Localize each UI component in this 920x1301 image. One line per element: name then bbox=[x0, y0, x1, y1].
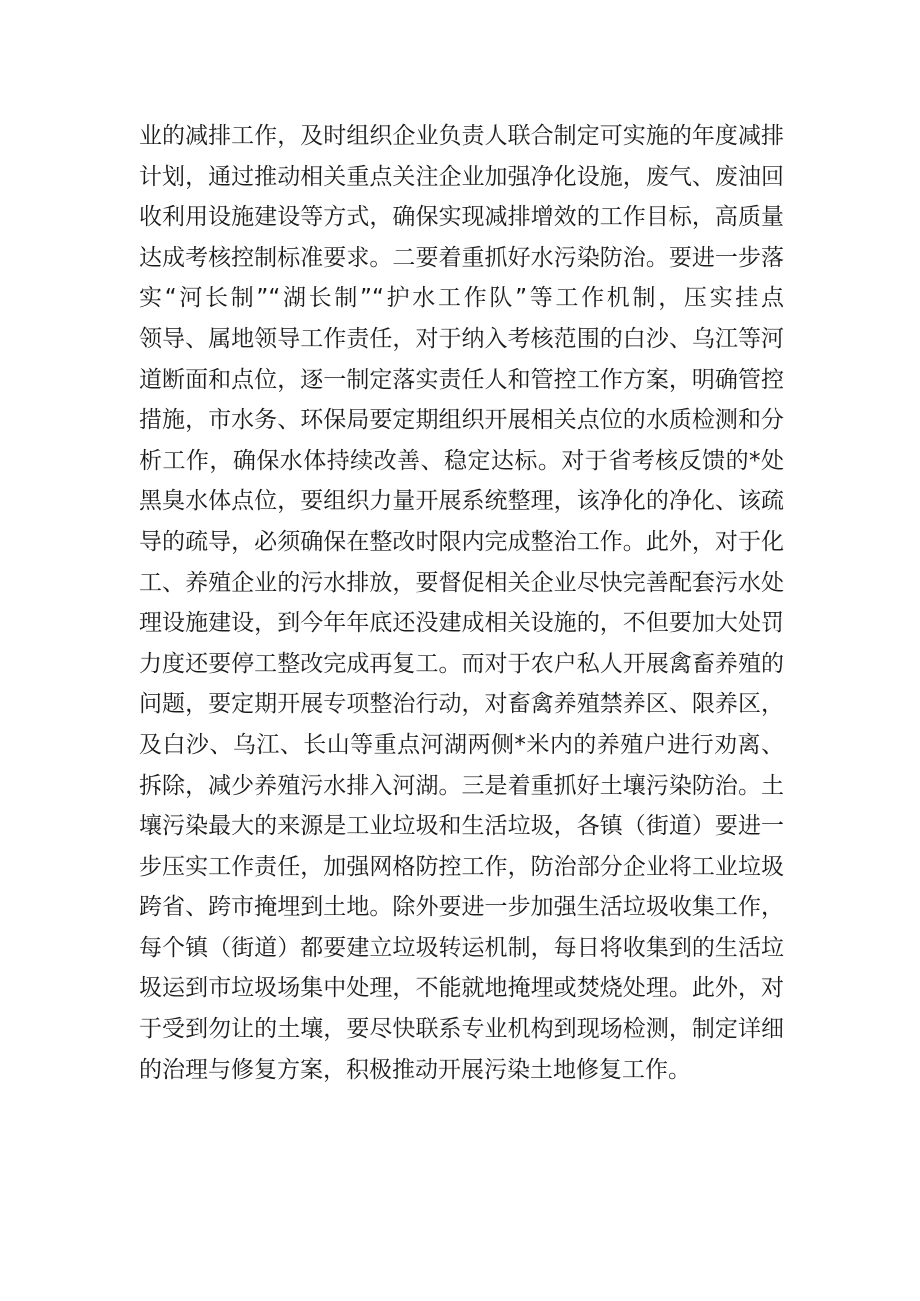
text-line: 措施，市水务、环保局要定期组织开展相关点位的水质检测和分 bbox=[139, 407, 784, 434]
text-line: 道断面和点位，逐一制定落实责任人和管控工作方案，明确管控 bbox=[139, 366, 784, 393]
text-line: 于受到勿让的土壤，要尽快联系专业机构到现场检测，制定详细 bbox=[139, 1016, 784, 1043]
body-paragraph bbox=[139, 116, 784, 1090]
text-line: 跨省、跨市掩埋到土地。除外要进一步加强生活垃圾收集工作， bbox=[139, 894, 784, 921]
text-line: 问题，要定期开展专项整治行动，对畜禽养殖禁养区、限养区， bbox=[139, 691, 784, 718]
text-line: 拆除，减少养殖污水排入河湖。三是着重抓好土壤污染防治。土 bbox=[139, 772, 784, 799]
text-line: 黑臭水体点位，要组织力量开展系统整理，该净化的净化、该疏 bbox=[139, 488, 784, 515]
text-line: 力度还要停工整改完成再复工。而对于农户私人开展禽畜养殖的 bbox=[139, 650, 784, 677]
text-line: 步压实工作责任，加强网格防控工作，防治部分企业将工业垃圾 bbox=[139, 853, 784, 880]
text-line: 每个镇（街道）都要建立垃圾转运机制，每日将收集到的生活垃 bbox=[139, 934, 784, 961]
text-line: 工、养殖企业的污水排放，要督促相关企业尽快完善配套污水处 bbox=[139, 569, 784, 596]
text-line: 计划，通过推动相关重点关注企业加强净化设施，废气、废油回 bbox=[139, 163, 784, 190]
text-line: 实“河长制”“湖长制”“护水工作队”等工作机制，压实挂点 bbox=[139, 285, 784, 312]
text-line: 析工作，确保水体持续改善、稳定达标。对于省考核反馈的*处 bbox=[139, 447, 784, 474]
text-line: 业的减排工作，及时组织企业负责人联合制定可实施的年度减排 bbox=[139, 123, 784, 149]
text-line: 的治理与修复方案，积极推动开展污染土地修复工作。 bbox=[139, 1056, 691, 1083]
text-line: 圾运到市垃圾场集中处理，不能就地掩埋或焚烧处理。此外，对 bbox=[139, 975, 784, 1002]
text-line: 及白沙、乌江、长山等重点河湖两侧*米内的养殖户进行劝离、 bbox=[139, 731, 784, 758]
text-line: 领导、属地领导工作责任，对于纳入考核范围的白沙、乌江等河 bbox=[139, 325, 784, 352]
text-line: 达成考核控制标准要求。二要着重抓好水污染防治。要进一步落 bbox=[139, 244, 784, 271]
text-line: 理设施建设，到今年年底还没建成相关设施的，不但要加大处罚 bbox=[139, 610, 784, 637]
text-line: 壤污染最大的来源是工业垃圾和生活垃圾，各镇（街道）要进一 bbox=[139, 813, 784, 840]
text-line: 收利用设施建设等方式，确保实现减排增效的工作目标，高质量 bbox=[139, 204, 784, 231]
text-line: 导的疏导，必须确保在整改时限内完成整治工作。此外，对于化 bbox=[139, 528, 784, 555]
